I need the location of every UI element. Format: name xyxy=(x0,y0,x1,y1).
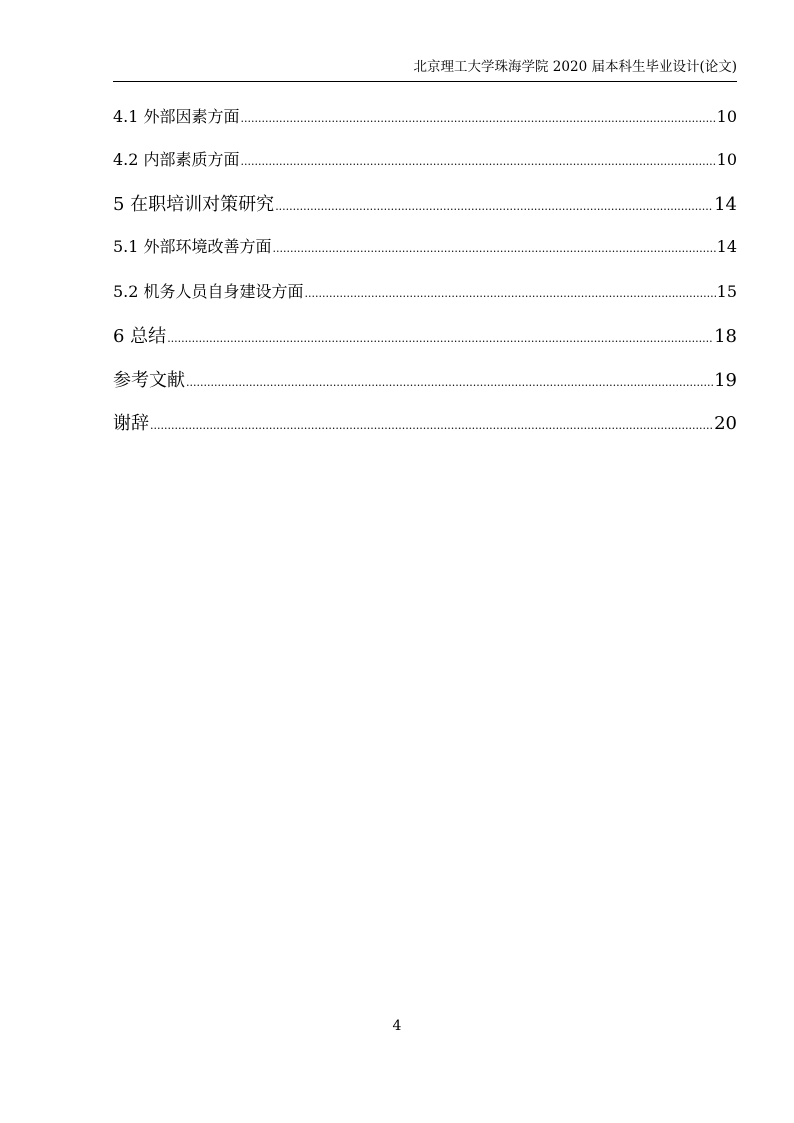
toc-entry[interactable] xyxy=(113,409,737,435)
toc-dot-leader xyxy=(275,194,713,215)
toc-dot-leader xyxy=(241,107,716,126)
toc-entry[interactable] xyxy=(113,366,737,392)
toc-dot-leader xyxy=(167,326,713,347)
toc-entry[interactable] xyxy=(113,190,737,216)
toc-entry-page: 14 xyxy=(716,237,737,256)
toc-dot-leader xyxy=(186,370,713,391)
toc-entry-title: 谢辞 xyxy=(113,413,149,434)
toc-entry-page: 10 xyxy=(716,150,737,169)
toc-entry-title: 5.2 机务人员自身建设方面 xyxy=(113,282,304,301)
header-title: 北京理工大学珠海学院 2020 届本科生毕业设计(论文) xyxy=(413,59,737,75)
toc-entry-page: 15 xyxy=(716,282,737,301)
toc-entry[interactable] xyxy=(113,234,737,258)
toc-entry-title: 参考文献 xyxy=(113,370,185,391)
toc-entry[interactable] xyxy=(113,104,737,128)
toc-entry-title: 5.1 外部环境改善方面 xyxy=(113,237,272,256)
toc-dot-leader xyxy=(150,413,713,434)
toc-dot-leader xyxy=(273,237,716,256)
toc-entry-title: 4.1 外部因素方面 xyxy=(113,107,240,126)
toc-entry-page: 14 xyxy=(714,194,737,215)
toc-entry-page: 20 xyxy=(714,413,737,434)
toc-entry-page: 19 xyxy=(714,370,737,391)
toc-entry[interactable] xyxy=(113,322,737,348)
toc-entry-page: 10 xyxy=(716,107,737,126)
toc-entry-title: 4.2 内部素质方面 xyxy=(113,150,240,169)
page-number: 4 xyxy=(392,1018,402,1034)
toc-entry-title: 6 总结 xyxy=(113,326,167,347)
toc-entry-title: 5 在职培训对策研究 xyxy=(113,194,275,215)
toc-entry-page: 18 xyxy=(714,326,737,347)
toc-entry[interactable] xyxy=(113,147,737,171)
toc-dot-leader xyxy=(241,150,716,169)
toc-dot-leader xyxy=(305,282,716,301)
toc-entry[interactable] xyxy=(113,279,737,303)
running-header xyxy=(113,57,737,82)
